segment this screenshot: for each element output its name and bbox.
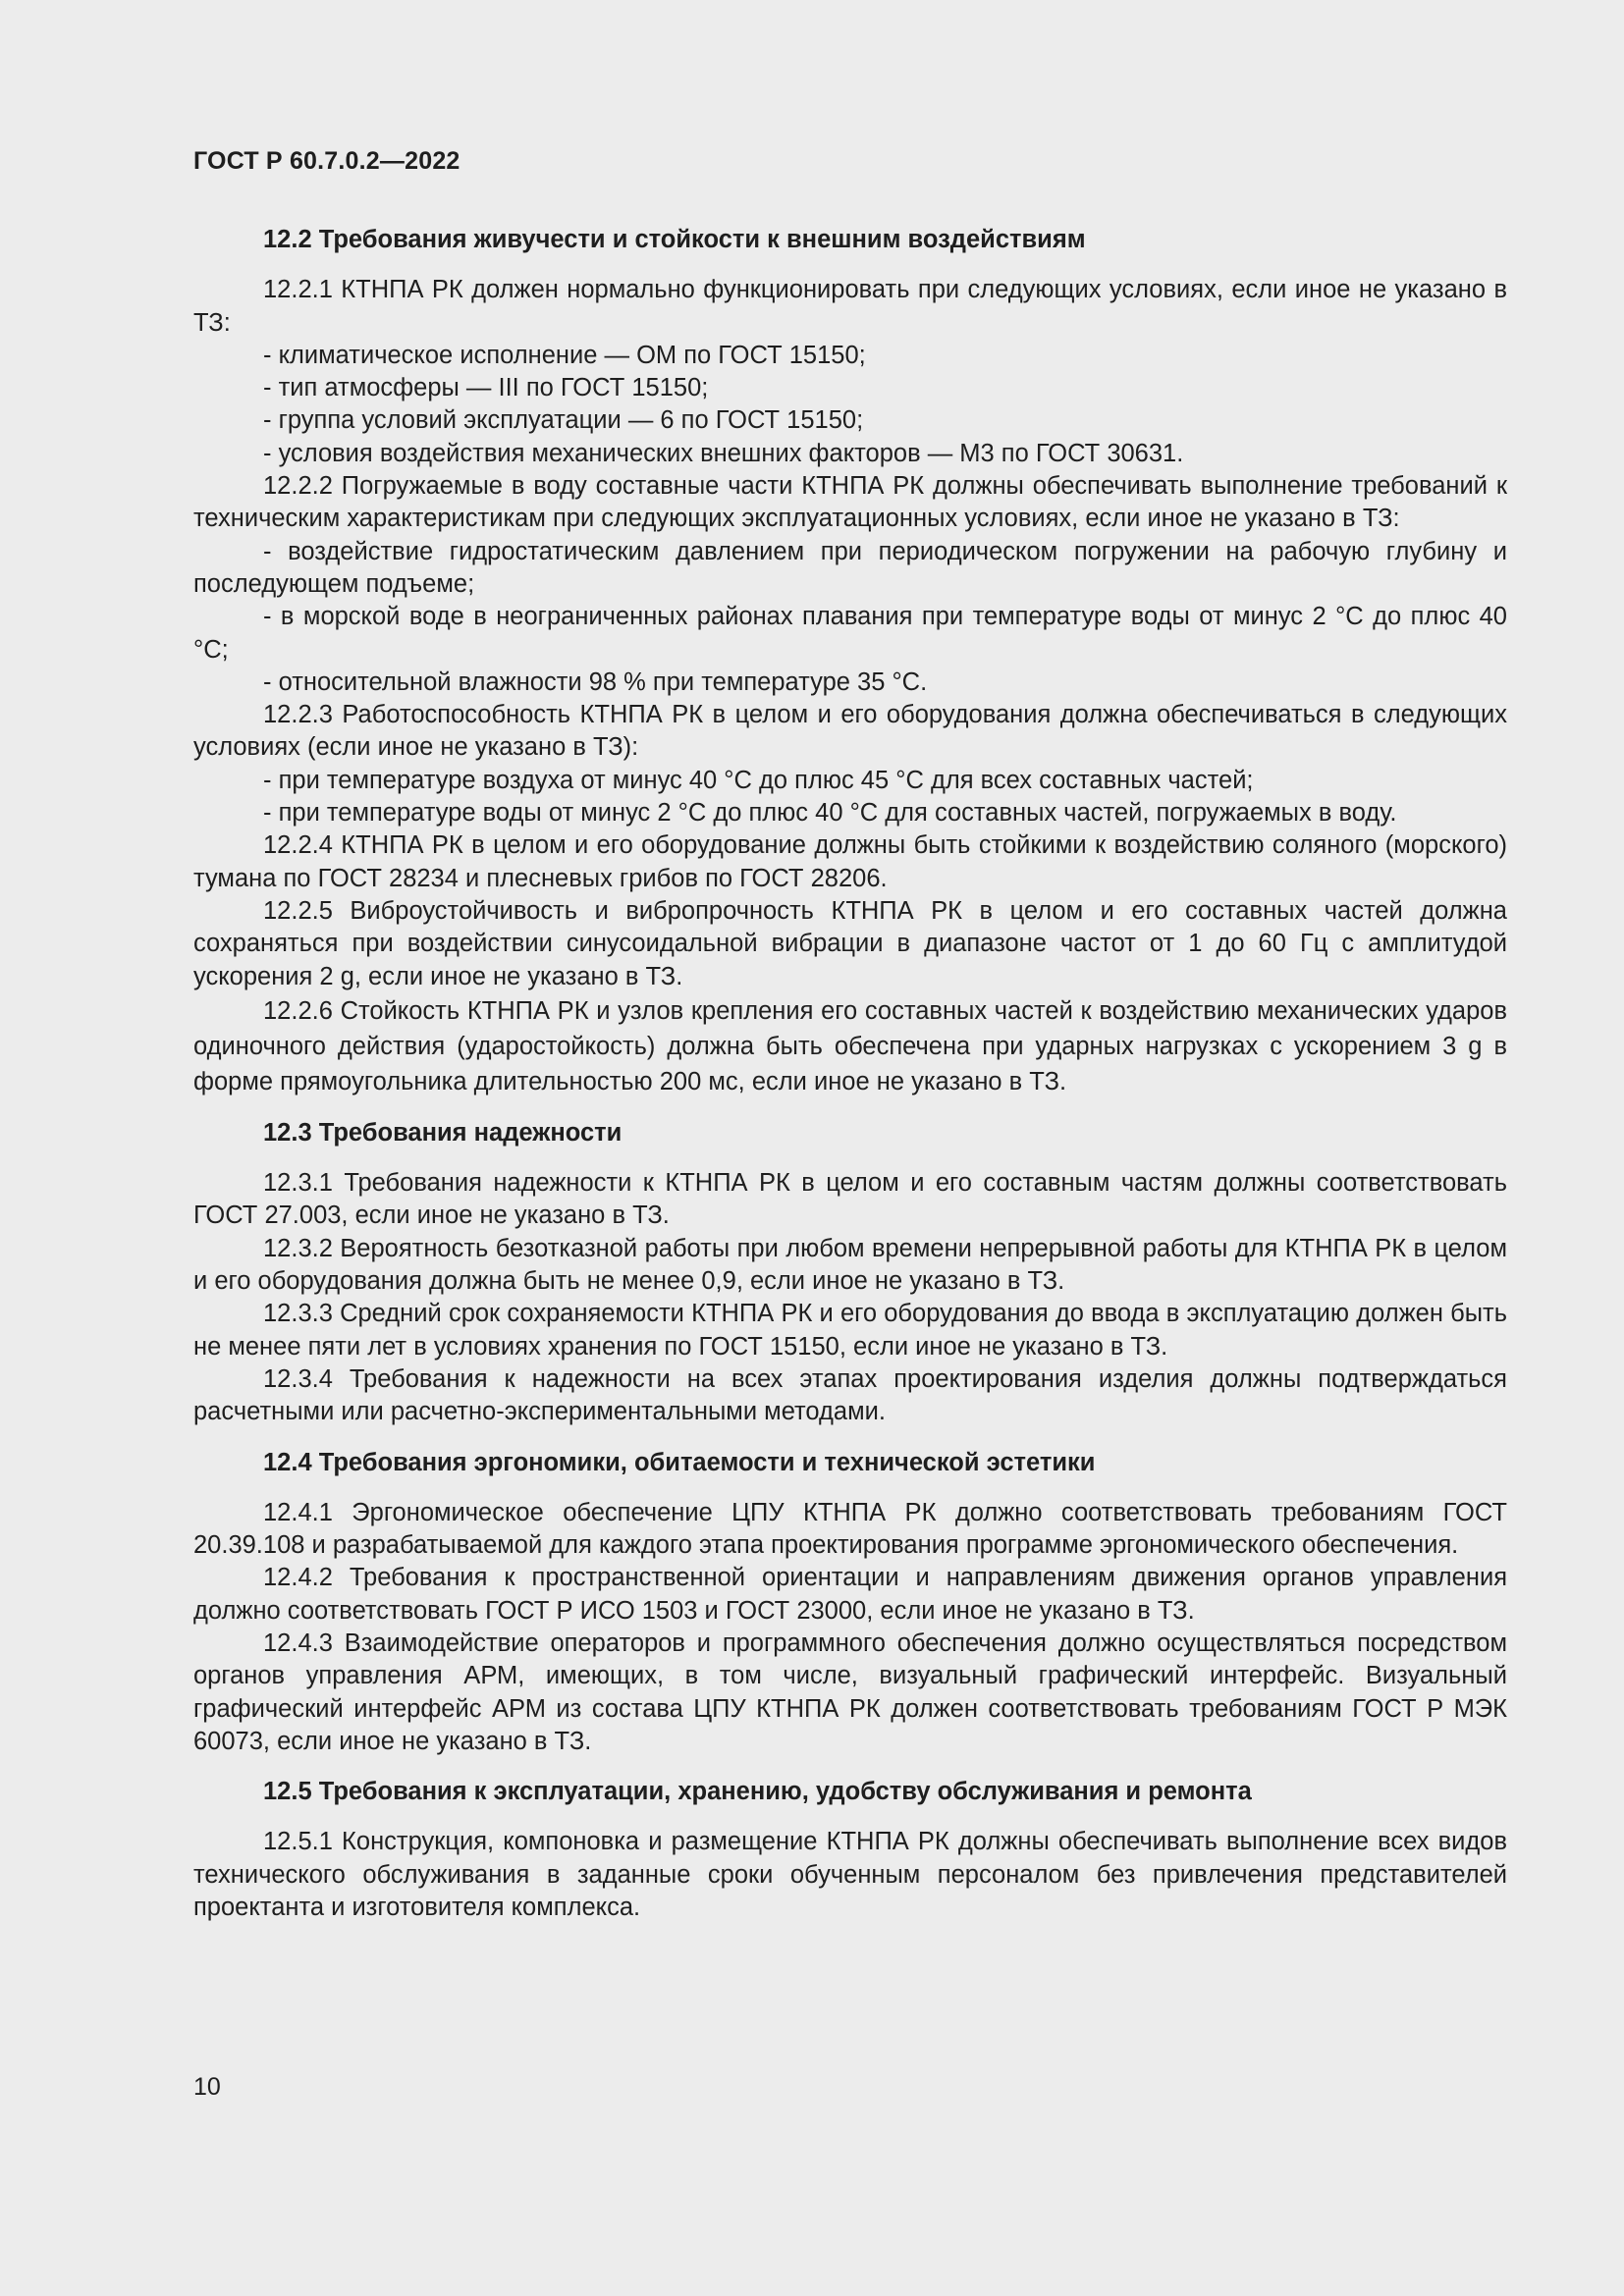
list-item: - при температуре воды от минус 2 °С до плюс 40 °С для составных частей, погружаемых в воду.: [263, 799, 1397, 828]
paragraph: 12.2.2 Погружаемые в воду составные части КТНПА РК должны обеспечивать выполнение требований к техническим характеристикам при следующих эксплуатационных условиях, если иное не указано в ТЗ:: [193, 472, 1507, 533]
section-title: 12.2 Требования живучести и стойкости к внешним воздействиям: [263, 226, 1086, 253]
list-item: - воздействие гидростатическим давлением при периодическом погружении на рабочую глубину и последующем подъеме;: [193, 537, 1507, 598]
list-item: - при температуре воздуха от минус 40 °С до плюс 45 °С для всех составных частей;: [263, 766, 1254, 794]
paragraph: 12.2.6 Стойкость КТНПА РК и узлов крепления его составных частей к воздействию механических ударов одиночного действия (ударостойкость) должна быть обеспечена при ударных нагрузках с ускорением 3 g в форме прямоугольника длительностью 200 мс, если иное не указано в ТЗ.: [193, 996, 1507, 1095]
page-number: 10: [193, 2073, 221, 2101]
document-header: ГОСТ Р 60.7.0.2—2022: [193, 147, 460, 175]
list-item: - в морской воде в неограниченных районах плавания при температуре воды от минус 2 °С до плюс 40 °С;: [193, 603, 1507, 664]
section-title: 12.5 Требования к эксплуатации, хранению, удобству обслуживания и ремонта: [263, 1778, 1252, 1806]
list-item: - климатическое исполнение — ОМ по ГОСТ 15150;: [263, 341, 866, 369]
paragraph: 12.2.4 КТНПА РК в целом и его оборудование должны быть стойкими к воздействию соляного (морского) тумана по ГОСТ 28234 и плесневых грибов по ГОСТ 28206.: [193, 831, 1507, 892]
paragraph: 12.4.3 Взаимодействие операторов и программного обеспечения должно осуществляться посредством органов управления АРМ, имеющих, в том числе, визуальный графический интерфейс. Визуальный графический интерфейс АРМ из состава ЦПУ КТНПА РК должен соответствовать требованиям ГОСТ Р МЭК 60073, если иное не указано в ТЗ.: [193, 1629, 1507, 1755]
paragraph: 12.3.3 Средний срок сохраняемости КТНПА РК и его оборудования до ввода в эксплуатацию должен быть не менее пяти лет в условиях хранения по ГОСТ 15150, если иное не указано в ТЗ.: [193, 1300, 1507, 1361]
list-item: - тип атмосферы — III по ГОСТ 15150;: [263, 374, 709, 402]
paragraph: 12.2.5 Виброустойчивость и вибропрочность КТНПА РК в целом и его составных частей должна сохраняться при воздействии синусоидальной вибрации в диапазоне частот от 1 до 60 Гц с амплитудой ускорения 2 g, если иное не указано в ТЗ.: [193, 896, 1507, 990]
paragraph: 12.2.1 КТНПА РК должен нормально функционировать при следующих условиях, если иное не указано в ТЗ:: [193, 276, 1507, 337]
paragraph: 12.3.1 Требования надежности к КТНПА РК в целом и его составным частям должны соответствовать ГОСТ 27.003, если иное не указано в ТЗ.: [193, 1169, 1507, 1230]
section-title: 12.4 Требования эргономики, обитаемости и технической эстетики: [263, 1448, 1096, 1476]
document-body: [193, 224, 1507, 1924]
paragraph: 12.3.2 Вероятность безотказной работы при любом времени непрерывной работы для КТНПА РК в целом и его оборудования должна быть не менее 0,9, если иное не указано в ТЗ.: [193, 1234, 1507, 1296]
paragraph: 12.2.3 Работоспособность КТНПА РК в целом и его оборудования должна обеспечиваться в следующих условиях (если иное не указано в ТЗ):: [193, 701, 1507, 762]
paragraph: 12.4.2 Требования к пространственной ориентации и направлениям движения органов управления должно соответствовать ГОСТ Р ИСО 1503 и ГОСТ 23000, если иное не указано в ТЗ.: [193, 1564, 1507, 1625]
list-item: - группа условий эксплуатации — 6 по ГОСТ 15150;: [263, 406, 864, 435]
paragraph: 12.3.4 Требования к надежности на всех этапах проектирования изделия должны подтверждаться расчетными или расчетно-экспериментальными методами.: [193, 1364, 1507, 1426]
list-item: - относительной влажности 98 % при температуре 35 °С.: [263, 667, 928, 696]
list-item: - условия воздействия механических внешних факторов — М3 по ГОСТ 30631.: [263, 439, 1184, 467]
paragraph: 12.5.1 Конструкция, компоновка и размещение КТНПА РК должны обеспечивать выполнение всех видов технического обслуживания в заданные сроки обученным персоналом без привлечения представителей проектанта и изготовителя комплекса.: [193, 1828, 1507, 1922]
section-title: 12.3 Требования надежности: [263, 1118, 623, 1147]
paragraph: 12.4.1 Эргономическое обеспечение ЦПУ КТНПА РК должно соответствовать требованиям ГОСТ 20.39.108 и разрабатываемой для каждого этапа проектирования программе эргономического обеспечения.: [193, 1498, 1507, 1560]
